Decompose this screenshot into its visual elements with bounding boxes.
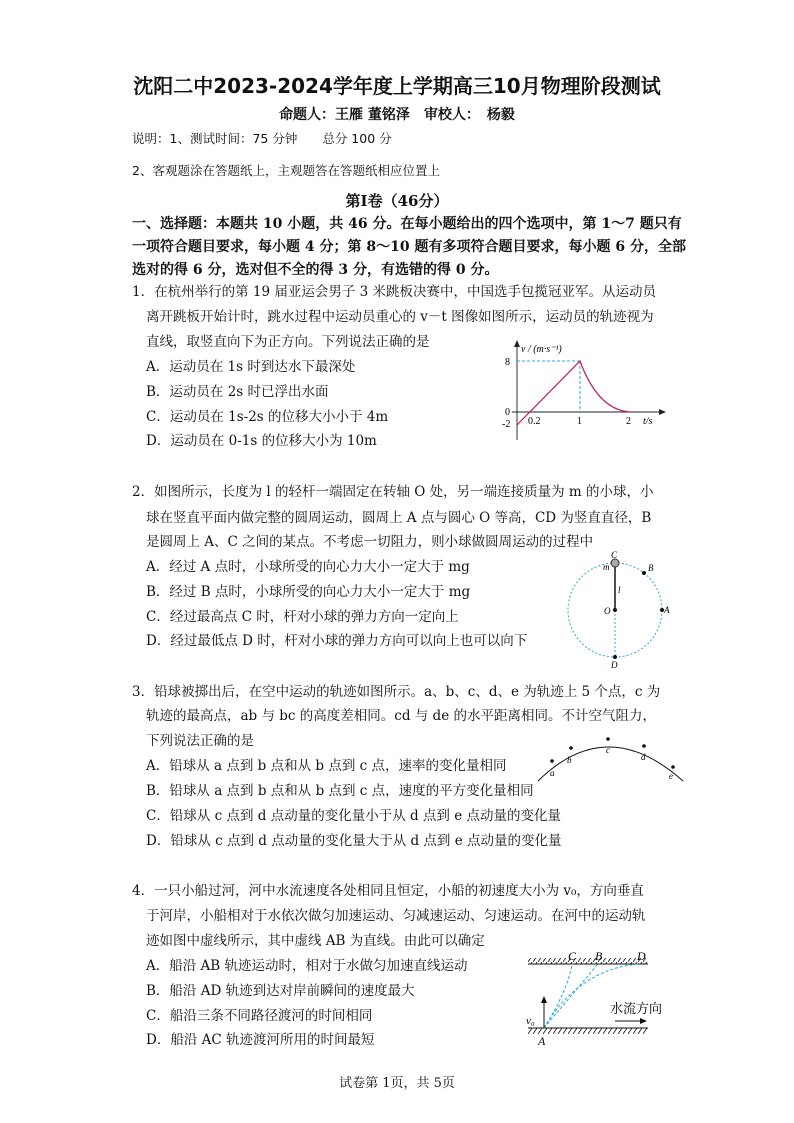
- page-footer: 试卷第 1页，共 5页: [339, 1076, 455, 1091]
- flow-direction-label: 水流方向: [610, 1001, 663, 1016]
- far-bank-hatch: [528, 958, 648, 964]
- question-stem-line: 于河岸，小船相对于水依次做匀加速运动、匀减速运动、匀速运动。在河中的运动轨: [146, 908, 646, 924]
- label-d: d: [641, 752, 646, 762]
- section-instructions-line: 一、选择题：本题共 10 小题，共 46 分。在每小题给出的四个选项中，第 1～7 题只有: [132, 216, 682, 232]
- exam-note-2: 2、客观题涂在答题纸上，主观题答在答题纸相应位置上: [132, 163, 440, 178]
- tick-label: -2: [502, 419, 511, 430]
- option-c: C．铅球从 c 点到 d 点动量的变化量小于从 d 点到 e 点动量的变化量: [146, 808, 561, 824]
- tick-label: 0: [505, 407, 510, 418]
- x-axis-arrow: [659, 409, 666, 415]
- path-ab: [544, 964, 598, 1028]
- label-c: c: [606, 745, 610, 755]
- question-stem-line: 1．在杭州举行的第 19 届亚运会男子 3 米跳板决赛中，中国选手包揽冠亚军。从运动员: [132, 284, 657, 300]
- trajectory-figure: [535, 733, 685, 783]
- label-l: l: [618, 585, 621, 595]
- question-stem-line: 3．铅球被掷出后，在空中运动的轨迹如图所示。a、b、c、d、e 为轨迹上 5 个点，c 为: [132, 684, 661, 700]
- option-a: A．经过 A 点时，小球所受的向心力大小一定大于 mg: [146, 559, 470, 575]
- tick-label: 8: [505, 357, 510, 368]
- label-b: b: [567, 755, 572, 765]
- river-crossing-figure: [518, 949, 698, 1048]
- tick-label: 1: [577, 416, 582, 427]
- label-e: e: [669, 771, 673, 781]
- question-stem-line: 下列说法正确的是: [146, 733, 254, 749]
- y-axis-label: v / (m·s⁻¹): [521, 344, 562, 355]
- exam-authors: 命题人：王雁 董铭泽 审校人： 杨毅: [279, 107, 515, 123]
- question-stem-line: 离开跳板开始计时，跳水过程中运动员重心的 v－t 图像如图所示，运动员的轨迹视为: [146, 309, 654, 325]
- question-stem-line: 球在竖直平面内做完整的圆周运动，圆周上 A 点与圆心 O 等高，CD 为竖直直径，B: [146, 510, 652, 526]
- path-ad: [544, 964, 638, 1028]
- label-b: B: [648, 563, 654, 573]
- circular-motion-figure: [560, 550, 670, 670]
- x-axis-label: t/s: [643, 416, 653, 427]
- label-d: D: [611, 660, 618, 670]
- label-b: B: [595, 949, 603, 963]
- question-stem-line: 迹如图中虚线所示，其中虚线 AB 为直线。由此可以确定: [146, 933, 485, 949]
- option-b: B．船沿 AD 轨迹到达对岸前瞬间的速度最大: [146, 983, 415, 999]
- question-stem-line: 2．如图所示，长度为 l 的轻杆一端固定在转轴 O 处，另一端连接质量为 m 的小球，小: [132, 484, 654, 500]
- trajectory-curve: [538, 747, 683, 781]
- option-a: A．船沿 AB 轨迹运动时，相对于水做匀加速直线运动: [146, 958, 468, 974]
- option-d: D．铅球从 c 点到 d 点动量的变化量大于从 d 点到 e 点动量的变化量: [146, 833, 562, 849]
- option-c: C．船沿三条不同路径渡河的时间相同: [146, 1008, 373, 1024]
- section-title: 第Ⅰ卷（46分）: [345, 192, 449, 210]
- ball: [611, 559, 619, 567]
- tick-label: 2: [626, 416, 631, 427]
- tick-label: 0.2: [528, 416, 541, 427]
- option-b: B．经过 B 点时，小球所受的向心力大小一定大于 mg: [146, 584, 471, 600]
- near-bank-hatch: [528, 1028, 648, 1034]
- exam-title: 沈阳二中2023-2024学年度上学期高三10月物理阶段测试: [133, 74, 661, 98]
- label-d: D: [637, 949, 646, 963]
- label-c: C: [568, 949, 577, 963]
- option-d: D．经过最低点 D 时，杆对小球的弹力方向可以向上也可以向下: [146, 633, 528, 649]
- label-a: A: [538, 1034, 546, 1048]
- option-d: D．运动员在 0-1s 的位移大小为 10m: [146, 433, 377, 449]
- label-a: A: [664, 605, 670, 615]
- label-a: a: [550, 768, 555, 778]
- label-c: C: [611, 550, 618, 560]
- section-instructions-line: 一项符合题目要求，每小题 4 分；第 8～10 题有多项符合题目要求，每小题 6 分，全部: [132, 239, 686, 255]
- vt-graph-figure: [500, 340, 680, 440]
- y-axis-arrow: [514, 340, 520, 347]
- option-c: C．运动员在 1s-2s 的位移大小小于 4m: [146, 409, 389, 425]
- option-b: B．铅球从 a 点到 b 点和从 b 点到 c 点，速度的平方变化量相同: [146, 783, 534, 799]
- label-o: O: [604, 606, 611, 616]
- section-instructions-line: 选对的得 6 分，选对但不全的得 3 分，有选错的得 0 分。: [132, 262, 499, 278]
- label-m: m: [603, 562, 610, 572]
- option-c: C．经过最高点 C 时，杆对小球的弹力方向一定向上: [146, 609, 459, 625]
- option-d: D．船沿 AC 轨迹渡河所用的时间最短: [146, 1032, 375, 1048]
- question-stem-line: 轨迹的最高点，ab 与 bc 的高度差相同。cd 与 de 的水平距离相同。不计空气阻力，: [146, 708, 656, 724]
- question-stem-line: 4．一只小船过河，河中水流速度各处相同且恒定，小船的初速度大小为 v₀，方向垂直: [132, 883, 644, 899]
- option-a: A．铅球从 a 点到 b 点和从 b 点到 c 点，速率的变化量相同: [146, 758, 507, 774]
- path-ac: [544, 964, 572, 1028]
- question-stem-line: 直线，取竖直向下为正方向。下列说法正确的是: [146, 334, 430, 350]
- label-v0: v₀: [526, 1015, 535, 1027]
- exam-note-1: 说明：1、测试时间：75 分钟 总分 100 分: [132, 131, 392, 146]
- option-a: A．运动员在 1s 时到达水下最深处: [146, 359, 356, 375]
- option-b: B．运动员在 2s 时已浮出水面: [146, 384, 329, 400]
- question-stem-line: 是圆周上 A、C 之间的某点。不考虑一切阻力，则小球做圆周运动的过程中: [146, 534, 594, 550]
